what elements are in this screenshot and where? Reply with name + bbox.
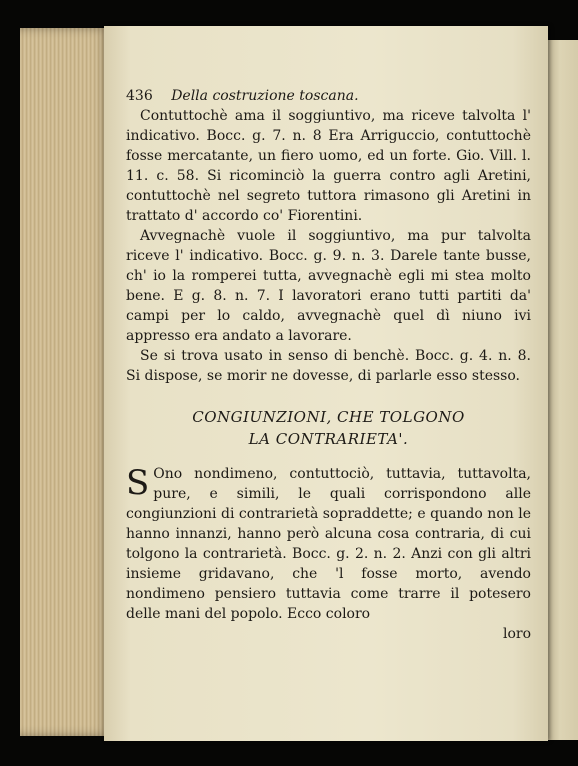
section-heading bbox=[126, 406, 531, 450]
page-text bbox=[126, 86, 531, 644]
catchword: loro bbox=[502, 626, 531, 642]
section-paragraph bbox=[126, 464, 531, 624]
facing-page-edge bbox=[548, 40, 578, 740]
section-heading-line-2: LA CONTRARIETA'. bbox=[248, 430, 409, 448]
paragraph-contuttoche: Contuttochè ama il soggiuntivo, ma riceve talvolta l' indicativo. Bocc. g. 7. n. 8 Era Arriguccio, contuttochè fosse mercatante, un fiero uomo, ed un forte. Gio. Vill. l. 11. c. 58. Si ricominciò la guerra contro agli Aretini, contuttochè nel segreto tuttora rimasono gli Aretini in trattato d' accordo co' Fiorentini. bbox=[126, 108, 531, 224]
running-header bbox=[126, 86, 531, 106]
drop-cap: S bbox=[126, 463, 150, 503]
section-paragraph-text: Ono nondimeno, contuttociò, tuttavia, tuttavolta, pure, e simili, le quali corrispondono alle congiunzioni di contrarietà sopraddette; e quando non le hanno innanzi, hanno però alcuna cosa contraria, di cui tolgono la contrarietà. Bocc. g. 2. n. 2. Anzi con gli altri insieme gridavano, che 'l fosse morto, avendo nondimeno pensiero tuttavia come trarre il potesero delle mani del popolo. Ecco coloro bbox=[126, 466, 531, 622]
page-number: 436 bbox=[126, 88, 153, 104]
paragraph-se: Se si trova usato in senso di benchè. Bocc. g. 4. n. 8. Si dispose, se morir ne dovesse, di parlarle esso stesso. bbox=[126, 348, 531, 384]
page-edges bbox=[20, 28, 112, 736]
paragraph-avvegnache: Avvegnachè vuole il soggiuntivo, ma pur talvolta riceve l' indicativo. Bocc. g. 9. n. 3. Darele tante busse, ch' io la romperei tutta, avvegnachè egli mi stea molto bene. E g. 8. n. 7. I lavoratori erano tutti partiti da' campi per lo caldo, avvegnachè quel dì niuno ivi appresso era andato a lavorare. bbox=[126, 228, 531, 344]
section-heading-line-1: CONGIUNZIONI, CHE TOLGONO bbox=[192, 408, 465, 426]
running-title: Della costruzione toscana. bbox=[171, 88, 359, 104]
